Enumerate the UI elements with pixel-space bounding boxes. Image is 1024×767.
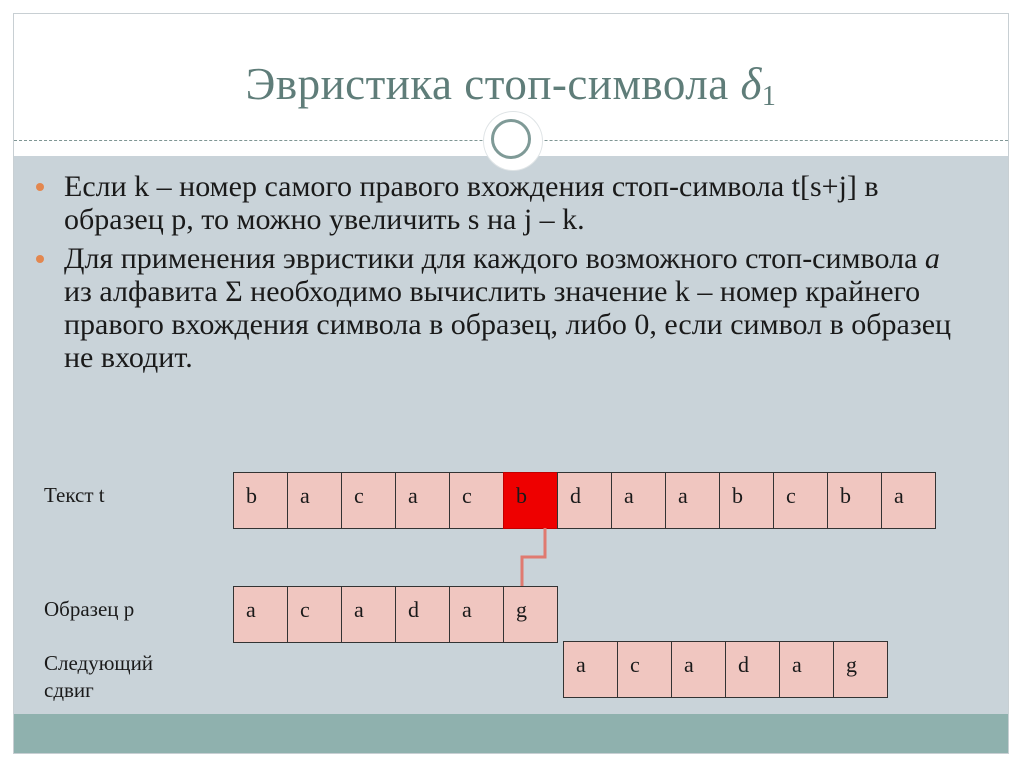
text-cell: a bbox=[881, 472, 936, 529]
next-shift-label bbox=[44, 650, 153, 704]
text-cell: a bbox=[287, 472, 342, 529]
match-connector bbox=[514, 528, 554, 588]
shift-cell: a bbox=[779, 641, 834, 698]
pattern-cell: d bbox=[395, 586, 450, 643]
text-cell: c bbox=[341, 472, 396, 529]
text-cell: b bbox=[719, 472, 774, 529]
text-cell: c bbox=[449, 472, 504, 529]
title-subscript: 1 bbox=[761, 81, 777, 112]
slide-title-text: Эвристика стоп-символа bbox=[245, 59, 741, 109]
bullet-text-2b: из алфавита Σ необходимо вычислить значение k – номер крайнего правого вхождения символа в образец, либо 0, если символ в образец не входит. bbox=[64, 275, 952, 374]
text-cell: b bbox=[233, 472, 288, 529]
bullet-dot-icon bbox=[36, 183, 44, 191]
text-cell: c bbox=[773, 472, 828, 529]
shift-cell: g bbox=[833, 641, 888, 698]
text-label: Текст t bbox=[44, 483, 105, 507]
text-cell: a bbox=[665, 472, 720, 529]
shift-cell: a bbox=[563, 641, 618, 698]
pattern-cells-row bbox=[234, 586, 558, 643]
pattern-cell: g bbox=[503, 586, 558, 643]
pattern-cell: a bbox=[233, 586, 288, 643]
bullet-list bbox=[20, 170, 970, 380]
footer-bar bbox=[14, 714, 1008, 753]
pattern-cell: c bbox=[287, 586, 342, 643]
text-cell: b bbox=[827, 472, 882, 529]
bullet-var-a: a bbox=[924, 242, 940, 275]
pattern-label: Образец p bbox=[44, 597, 135, 621]
circle-ornament-icon bbox=[484, 112, 542, 170]
pattern-cell: a bbox=[449, 586, 504, 643]
text-cells-row bbox=[234, 472, 936, 529]
bullet-dot-icon bbox=[36, 255, 44, 263]
text-cell: a bbox=[611, 472, 666, 529]
bullet-item-2 bbox=[20, 242, 970, 374]
shift-cell: a bbox=[671, 641, 726, 698]
title-delta-symbol: δ bbox=[740, 59, 762, 109]
text-cell: d bbox=[557, 472, 612, 529]
next-shift-label-line2: сдвиг bbox=[44, 678, 94, 702]
connector-line bbox=[522, 528, 545, 586]
pattern-cell: a bbox=[341, 586, 396, 643]
text-cell-highlighted: b bbox=[503, 472, 558, 529]
next-shift-label-line1: Следующий bbox=[44, 651, 154, 675]
slide-title bbox=[14, 58, 1008, 113]
shift-cell: c bbox=[617, 641, 672, 698]
bullet-text-1: Если k – номер самого правого вхождения стоп-символа t[s+j] в образец p, то можно увеличить s на j – k. bbox=[64, 170, 879, 236]
bullet-text-2a: Для применения эвристики для каждого возможного стоп-символа bbox=[64, 242, 925, 275]
shift-cell: d bbox=[725, 641, 780, 698]
shift-cells-row bbox=[564, 641, 888, 698]
bullet-item-1 bbox=[20, 170, 970, 236]
text-cell: a bbox=[395, 472, 450, 529]
